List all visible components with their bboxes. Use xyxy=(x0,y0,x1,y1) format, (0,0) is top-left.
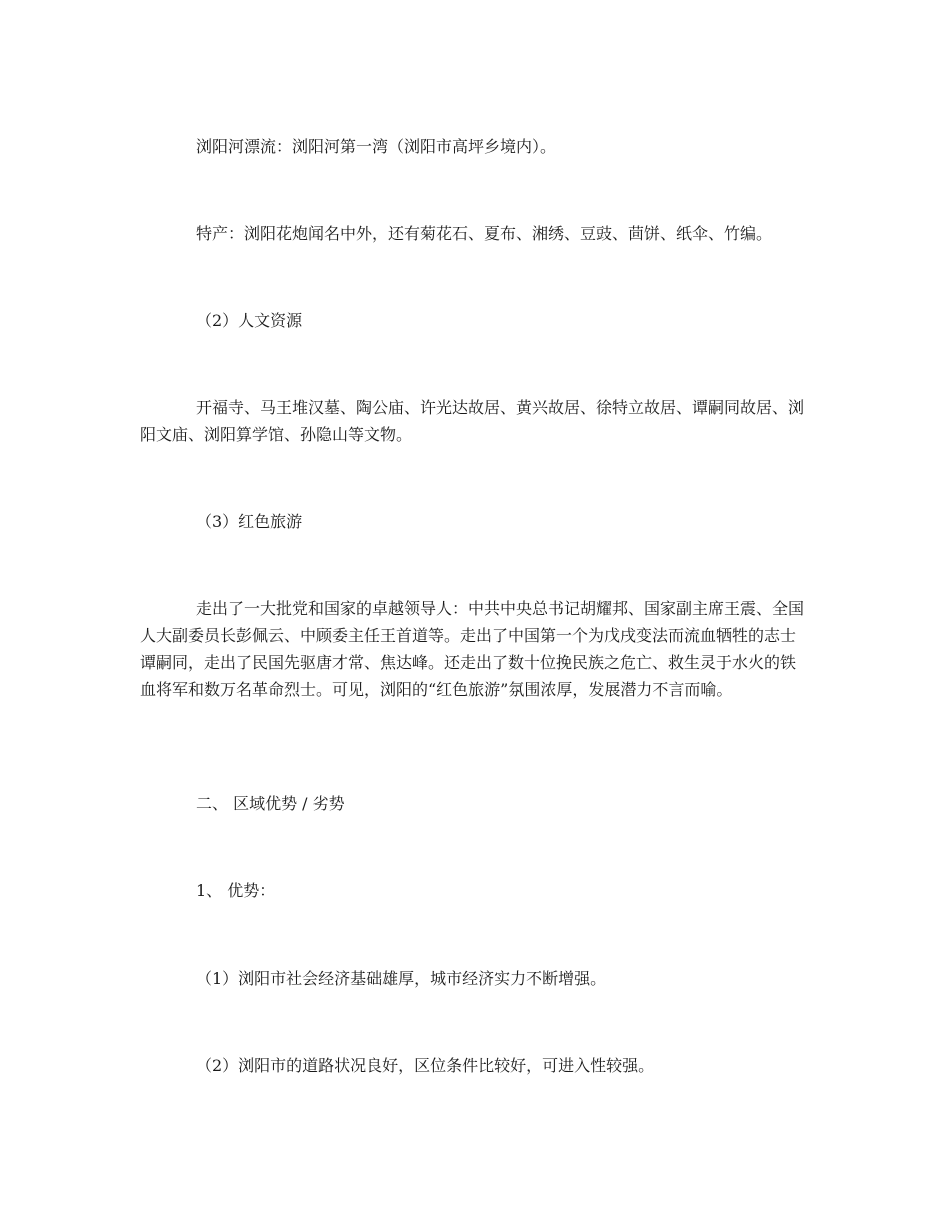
paragraph-specialties: 特产：浏阳花炮闻名中外，还有菊花石、夏布、湘绣、豆豉、茴饼、纸伞、竹编。 xyxy=(196,224,773,243)
heading-humanities-resources: （2）人文资源 xyxy=(196,311,303,330)
advantage-item-2: （2）浏阳市的道路状况良好，区位条件比较好，可进入性较强。 xyxy=(196,1056,655,1075)
paragraph-cultural-relics: 开福寺、马王堆汉墓、陶公庙、许光达故居、黄兴故居、徐特立故居、谭嗣同故居、浏阳文庙、浏阳算学馆、孙隐山等文物。 xyxy=(140,398,805,444)
paragraph-red-tourism-details: 走出了一大批党和国家的卓越领导人：中共中央总书记胡耀邦、国家副主席王震、全国人大副委员长彭佩云、中顾委主任王首道等。走出了中国第一个为戊戌变法而流血牺牲的志士谭嗣同，走出了民国先驱唐才常、焦达峰。还走出了数十位挽民族之危亡、救生灵于水火的铁血将军和数万名革命烈士。可见，浏阳的“红色旅游”氛围浓厚，发展潜力不言而喻。 xyxy=(140,599,805,699)
heading-red-tourism: （3）红色旅游 xyxy=(196,512,303,531)
heading-advantages: 1、 优势： xyxy=(196,881,276,900)
heading-section-regional-advantages: 二、 区域优势 / 劣势 xyxy=(196,794,345,813)
paragraph-rafting: 浏阳河漂流：浏阳河第一湾（浏阳市高坪乡境内）。 xyxy=(196,137,557,156)
advantage-item-1: （1）浏阳市社会经济基础雄厚，城市经济实力不断增强。 xyxy=(196,969,607,988)
